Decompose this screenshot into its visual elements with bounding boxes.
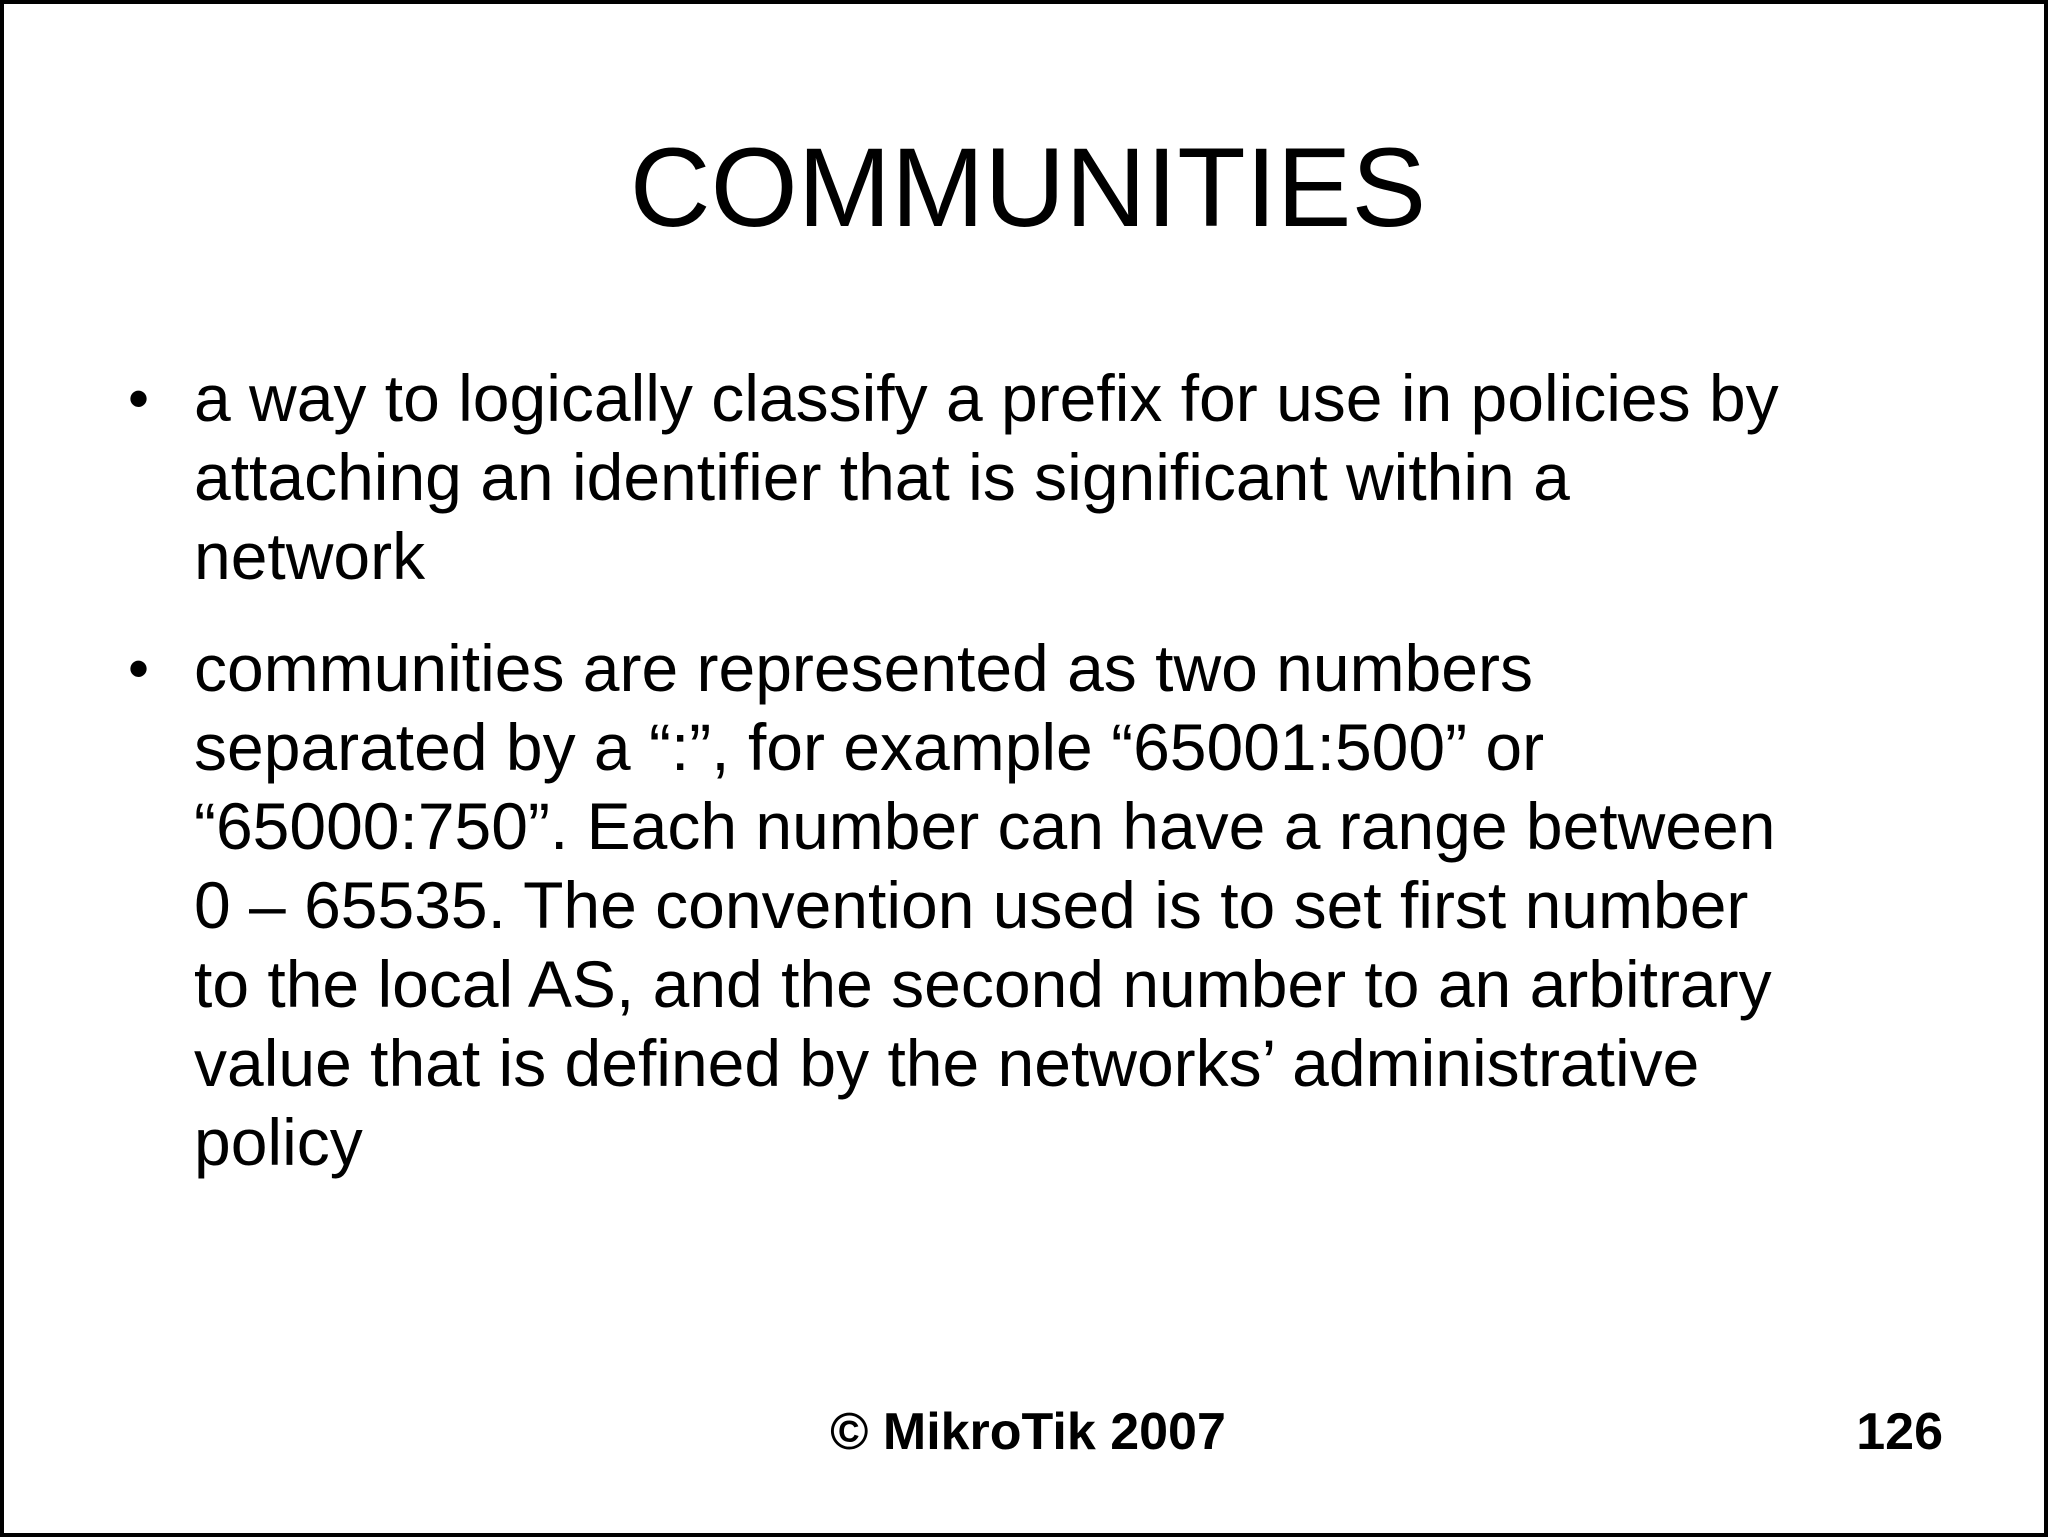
bullet-list (128, 359, 1988, 1215)
bullet-marker: • (128, 635, 150, 702)
bullet-text: a way to logically classify a prefix for use in policies by attaching an identifier that is significant within a network (194, 361, 1779, 593)
page-number: 126 (1856, 1403, 1943, 1461)
bullet-item (128, 359, 1988, 596)
footer-copyright: © MikroTik 2007 (830, 1403, 1226, 1461)
bullet-text: communities are represented as two numbers separated by a “:”, for example “65001:500” or “65000:750”. Each number can have a range between 0 – 65535. The convention used is to set first number to the local AS, and the second number to an arbitrary value that is defined by the networks’ administrative policy (194, 631, 1776, 1179)
bullet-marker: • (128, 365, 150, 432)
slide-title: COMMUNITIES (629, 125, 1427, 250)
bullet-item (128, 629, 1988, 1182)
